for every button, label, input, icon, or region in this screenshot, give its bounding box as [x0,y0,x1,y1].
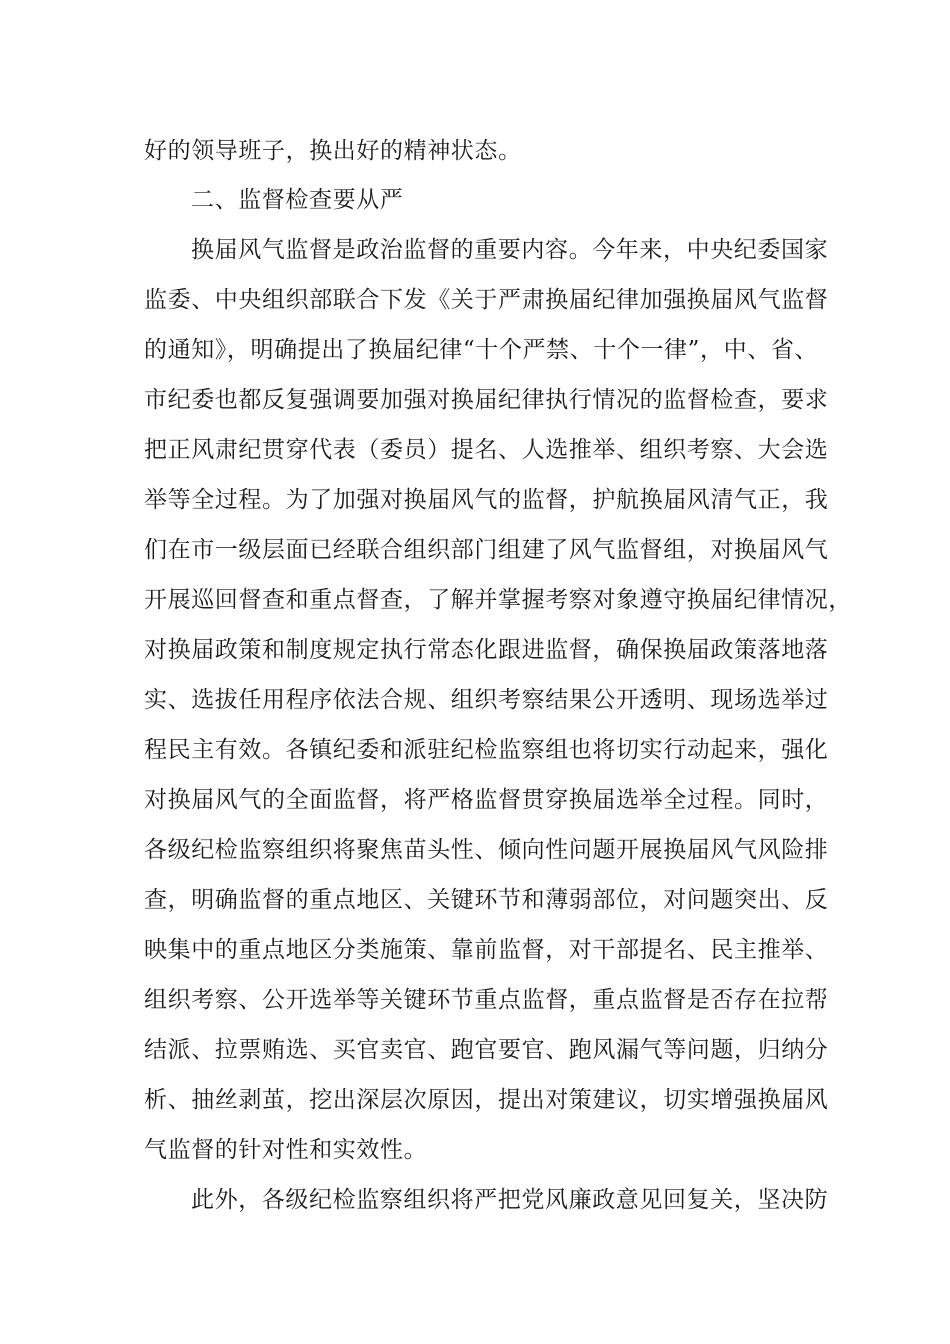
text-line: 的通知》，明确提出了换届纪律“十个严禁、十个一律”，中、省、 [144,337,819,363]
text-line: 映集中的重点地区分类施策、靠前监督，对干部提名、民主推举、 [144,937,829,963]
text-line: 换届风气监督是政治监督的重要内容。今年来，中央纪委国家 [191,237,829,263]
text-line: 此外，各级纪检监察组织将严把党风廉政意见回复关，坚决防 [191,1187,829,1213]
text-line: 程民主有效。各镇纪委和派驻纪检监察组也将切实行动起来，强化 [144,737,829,763]
text-line: 对换届政策和制度规定执行常态化跟进监督，确保换届政策落地落 [144,637,829,663]
text-line: 市纪委也都反复强调要加强对换届纪律执行情况的监督检查，要求 [144,387,829,413]
text-line: 把正风肃纪贯穿代表（委员）提名、人选推举、组织考察、大会选 [144,437,829,463]
text-line: 好的领导班子，换出好的精神状态。 [144,138,522,164]
text-line: 各级纪检监察组织将聚焦苗头性、倾向性问题开展换届风气风险排 [144,837,829,863]
text-line: 结派、拉票贿选、买官卖官、跑官要官、跑风漏气等问题，归纳分 [144,1037,829,1063]
text-line: 举等全过程。为了加强对换届风气的监督，护航换届风清气正，我 [144,487,829,513]
text-line: 对换届风气的全面监督，将严格监督贯穿换届选举全过程。同时， [144,787,829,813]
text-line: 气监督的针对性和实效性。 [144,1137,428,1163]
text-line: 们在市一级层面已经联合组织部门组建了风气监督组，对换届风气 [144,537,829,563]
text-line: 组织考察、公开选举等关键环节重点监督，重点监督是否存在拉帮 [144,987,829,1013]
text-line: 析、抽丝剥茧，挖出深层次原因，提出对策建议，切实增强换届风 [144,1087,829,1113]
section-heading: 二、监督检查要从严 [191,187,404,213]
text-line: 实、选拔任用程序依法合规、组织考察结果公开透明、现场选举过 [144,687,829,713]
text-line: 监委、中央组织部联合下发《关于严肃换届纪律加强换届风气监督 [144,287,829,313]
text-line: 查，明确监督的重点地区、关键环节和薄弱部位，对问题突出、反 [144,887,829,913]
text-line: 开展巡回督查和重点督查，了解并掌握考察对象遵守换届纪律情况， [144,587,852,613]
